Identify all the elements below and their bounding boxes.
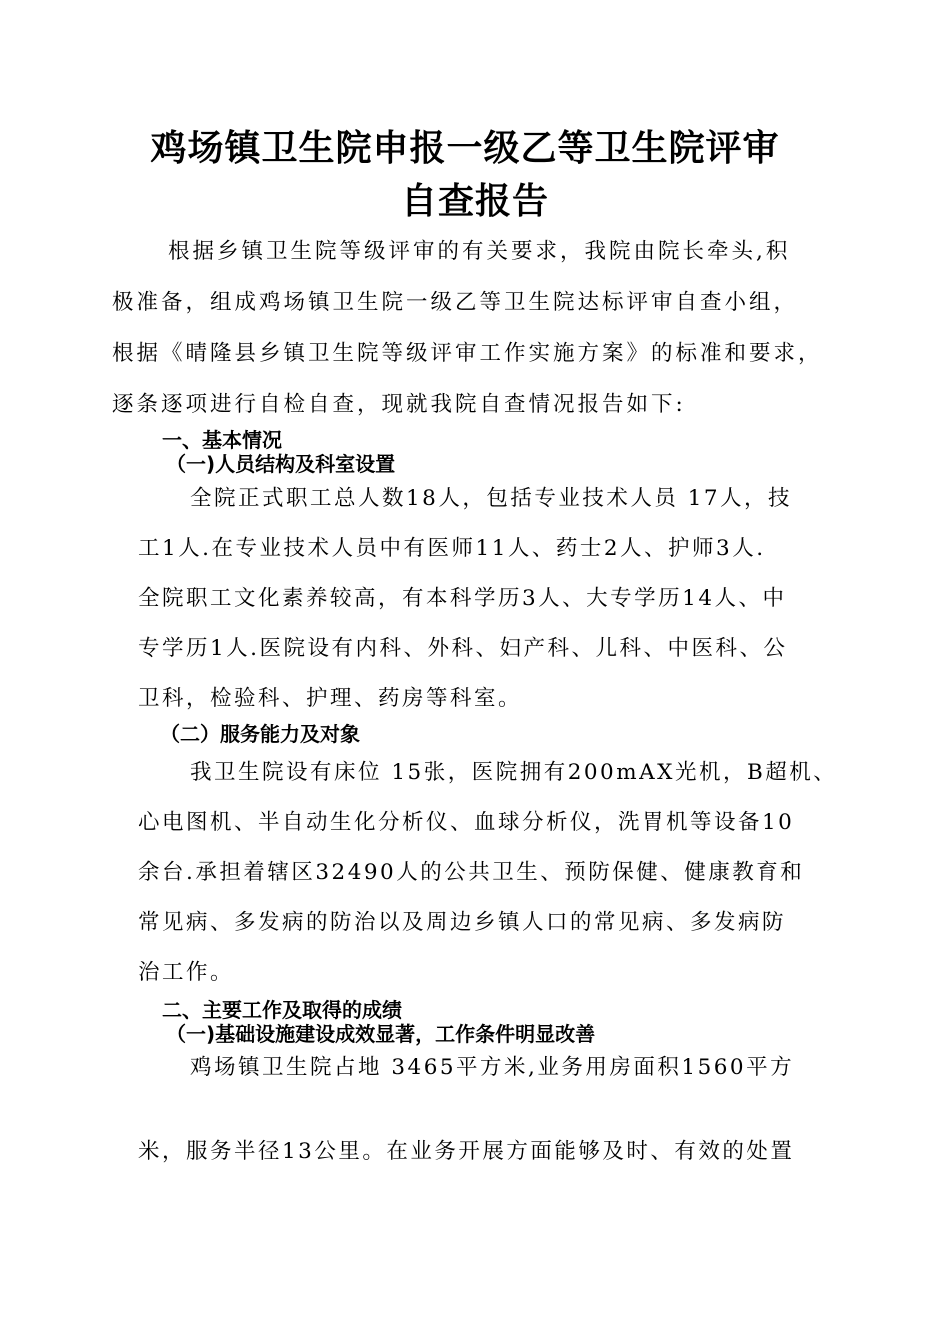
paragraph-line: 专学历1人.医院设有内科、外科、妇产科、儿科、中医科、公	[138, 636, 788, 661]
paragraph-line: 治工作。	[138, 960, 235, 985]
paragraph-line: 心电图机、半自动生化分析仪、血球分析仪，洗胃机等设备10	[138, 810, 795, 835]
paragraph-line: 逐条逐项进行自检自查，现就我院自查情况报告如下:	[112, 392, 686, 417]
section-heading-basic-info: 一、基本情况	[162, 428, 282, 452]
document-title-line-1: 鸡场镇卫生院申报一级乙等卫生院评审	[150, 128, 780, 169]
service-capacity-paragraph	[138, 748, 837, 998]
subsection-heading-infrastructure: （一)基础设施建设成效显著，工作条件明显改善	[166, 1022, 596, 1046]
paragraph-line: 工1人.在专业技术人员中有医师11人、药士2人、护师3人.	[138, 536, 766, 561]
staff-structure-paragraph	[138, 474, 792, 724]
paragraph-line: 鸡场镇卫生院占地 3465平方米,业务用房面积1560平方	[190, 1055, 795, 1080]
paragraph-line: 全院职工文化素养较高，有本科学历3人、大专学历14人、中	[138, 586, 787, 611]
paragraph-line: 全院正式职工总人数18人，包括专业技术人员 17人，技	[190, 486, 793, 511]
paragraph-line: 常见病、多发病的防治以及周边乡镇人口的常见病、多发病防	[138, 910, 787, 935]
paragraph-line: 卫科，检验科、护理、药房等科室。	[138, 686, 523, 711]
paragraph-line: 米，服务半径13公里。在业务开展方面能够及时、有效的处置	[138, 1139, 795, 1164]
paragraph-line: 余台.承担着辖区32490人的公共卫生、预防保健、健康教育和	[138, 860, 805, 885]
subsection-heading-staff-structure: （一)人员结构及科室设置	[166, 452, 396, 476]
subsection-heading-service-capacity: （二）服务能力及对象	[160, 722, 360, 746]
paragraph-line: 根据乡镇卫生院等级评审的有关要求，我院由院长牵头,积	[168, 239, 791, 264]
paragraph-line: 根据《晴隆县乡镇卫生院等级评审工作实施方案》的标准和要求，	[112, 341, 823, 366]
section-heading-main-work: 二、主要工作及取得的成绩	[162, 998, 402, 1022]
intro-paragraph	[112, 226, 823, 430]
paragraph-line: 极准备，组成鸡场镇卫生院一级乙等卫生院达标评审自查小组，	[112, 290, 799, 315]
infrastructure-paragraph	[138, 1043, 794, 1177]
document-title-line-2: 自查报告	[400, 181, 549, 222]
paragraph-line: 我卫生院设有床位 15张，医院拥有200mAX光机，B超机、	[190, 760, 838, 785]
